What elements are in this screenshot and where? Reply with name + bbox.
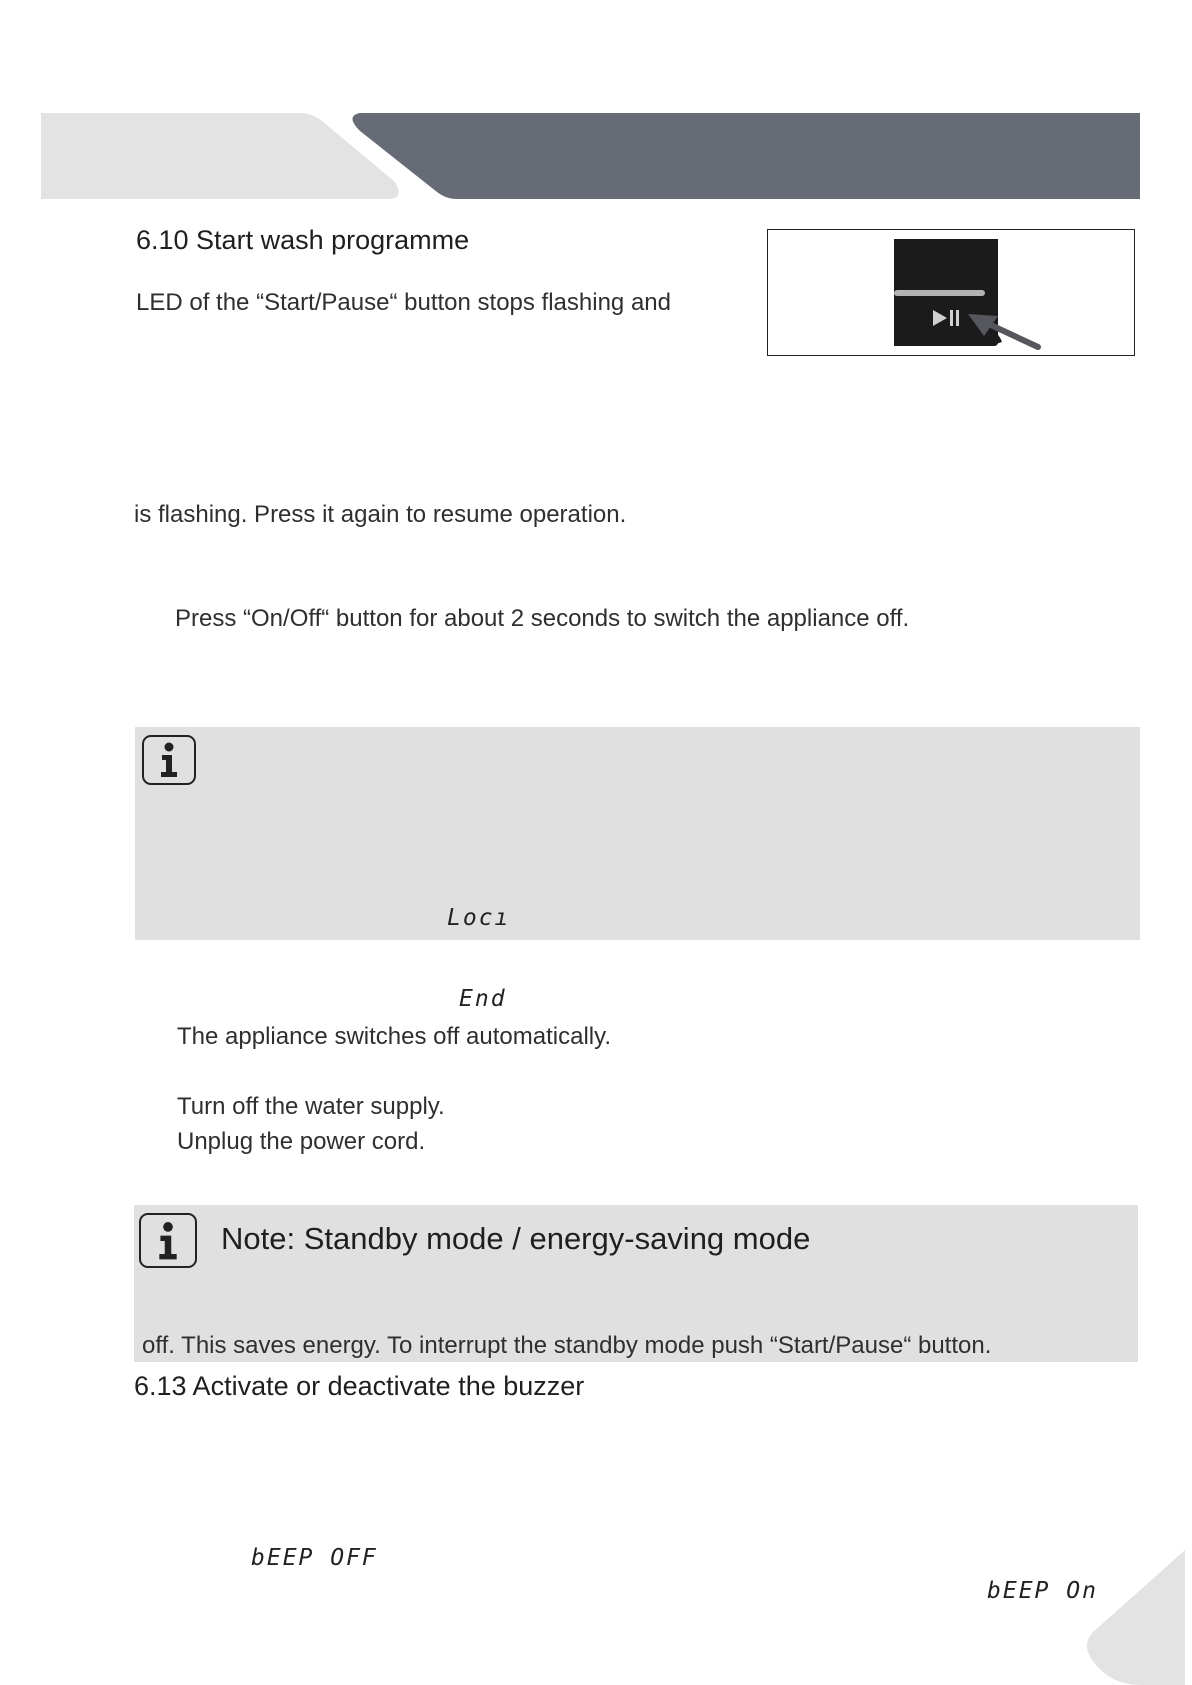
note-box-standby bbox=[134, 1205, 1138, 1362]
info-icon bbox=[142, 735, 196, 785]
page-corner-tab bbox=[1080, 1545, 1192, 1685]
info-icon bbox=[139, 1213, 197, 1268]
header-dark-band bbox=[353, 113, 1141, 199]
pause-text: is flashing. Press it again to resume operation. bbox=[134, 501, 627, 528]
water-supply-text: Turn off the water supply. bbox=[177, 1093, 445, 1120]
end-display-code: End bbox=[459, 986, 507, 1012]
lock-display-code: Locı bbox=[447, 905, 511, 931]
panel-strip bbox=[894, 290, 985, 296]
start-led-text: LED of the “Start/Pause“ button stops flashing and bbox=[136, 289, 671, 316]
note-text: off. This saves energy. To interrupt the standby mode push “Start/Pause“ button. bbox=[142, 1332, 992, 1359]
start-pause-illustration bbox=[768, 230, 1133, 354]
start-pause-figure bbox=[767, 229, 1135, 356]
beep-off-code: bEEP OFF bbox=[251, 1545, 378, 1571]
header-graphic bbox=[0, 0, 1192, 210]
power-cord-text: Unplug the power cord. bbox=[177, 1128, 426, 1155]
info-glyph bbox=[155, 1221, 181, 1261]
info-box-lock bbox=[135, 727, 1140, 940]
info-glyph bbox=[157, 742, 181, 778]
auto-switch-off-text: The appliance switches off automatically. bbox=[177, 1023, 612, 1050]
header-light-tab bbox=[41, 113, 399, 199]
switch-off-text: Press “On/Off“ button for about 2 seconds to switch the appliance off. bbox=[175, 605, 910, 632]
section-heading-6-13: 6.13 Activate or deactivate the buzzer bbox=[134, 1371, 585, 1401]
beep-on-code: bEEP On bbox=[987, 1578, 1098, 1604]
note-title: Note: Standby mode / energy-saving mode bbox=[221, 1221, 811, 1256]
header-banner bbox=[0, 0, 1192, 210]
section-heading-6-10: 6.10 Start wash programme bbox=[136, 225, 470, 255]
